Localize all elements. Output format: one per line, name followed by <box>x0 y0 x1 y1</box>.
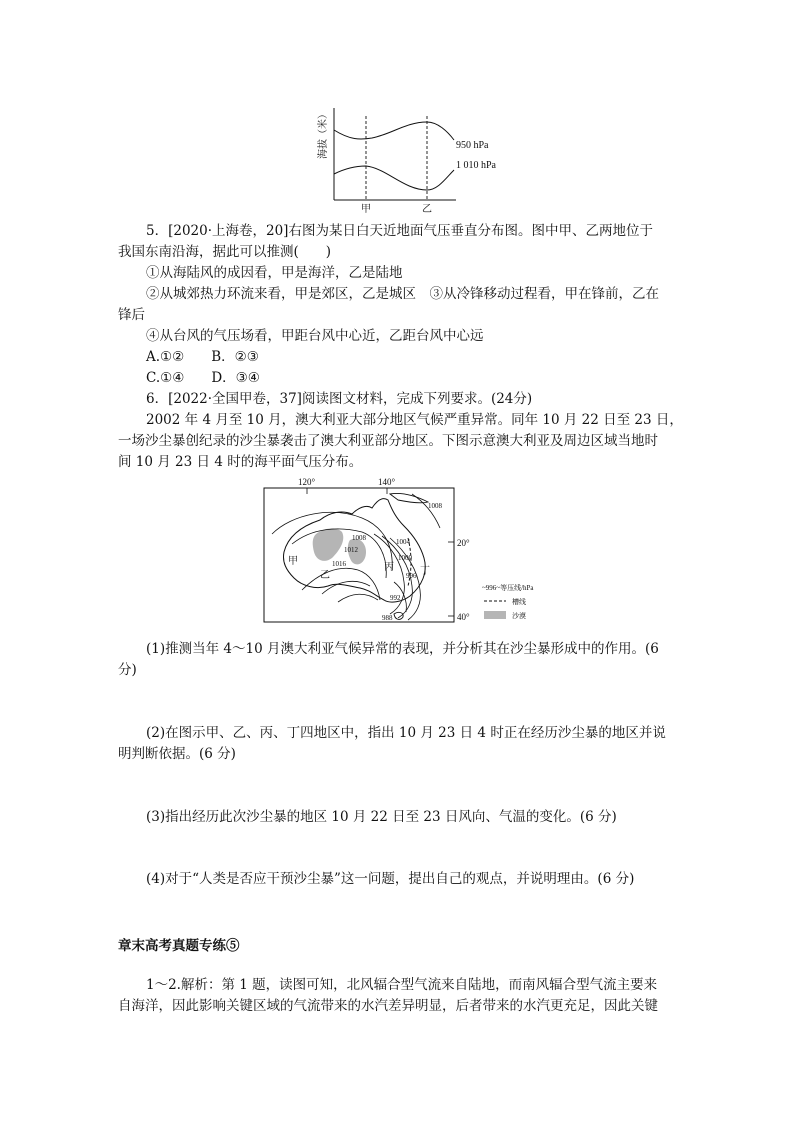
q5-option-2-3: ②从城郊热力环流来看，甲是郊区，乙是城区 ③从冷锋移动过程看，甲在锋前，乙在 <box>146 286 659 302</box>
q5-option-2-3-cont: 锋后 <box>118 307 145 323</box>
isobar-1008-ne <box>412 494 440 528</box>
isobar-950-curve <box>334 122 454 140</box>
pressure-profile-figure <box>316 104 516 216</box>
isobar-1008-label: 1008 <box>352 534 366 542</box>
legend-desert-label: 沙漠 <box>512 612 526 620</box>
place-bing-label: 丙 <box>384 562 394 573</box>
isobar-1008-ne-label: 1008 <box>428 502 442 510</box>
subq2-line2: 明判断依据。(6 分) <box>118 746 236 762</box>
place-jia-label: 甲 <box>288 556 298 567</box>
lon-120-label: 120° <box>298 477 316 487</box>
q6-para-line3: 间 10 月 23 日 4 时的海平面气压分布。 <box>118 454 363 470</box>
legend-trough-label: 槽线 <box>512 598 526 606</box>
q5-choices-cd: C.①④ D．③④ <box>146 370 260 386</box>
lat-20-label: 20° <box>457 538 470 548</box>
isobar-1012-label: 1012 <box>344 546 358 554</box>
desert-area-west <box>313 528 344 561</box>
isobar-1004-label: 1004 <box>396 538 410 546</box>
subq1-line1: (1)推测当年 4～10 月澳大利亚气候异常的表现，并分析其在沙尘暴形成中的作用。(6 <box>146 641 659 657</box>
q6-stem: 6．[2022·全国甲卷，37]阅读图文材料，完成下列要求。(24分) <box>146 391 533 407</box>
q6-para-line2: 一场沙尘暴创纪录的沙尘暴袭击了澳大利亚部分地区。下图示意澳大利亚及周边区域当地时 <box>118 433 658 449</box>
q6-para-line1: 2002 年 4 月至 10 月，澳大利亚大部分地区气候严重异常。同年 10 月 22 日至 23 日， <box>146 412 683 428</box>
isobar-1016-label: 1016 <box>332 560 346 568</box>
q5-choices-ab: A.①② B．②③ <box>146 349 259 365</box>
australia-pressure-map <box>262 474 562 626</box>
subq4: (4)对于“人类是否应干预沙尘暴”这一问题，提出自己的观点，并说明理由。(6 分) <box>146 871 635 887</box>
point-yi-label: 乙 <box>422 204 432 215</box>
y-axis-label: 海拔（米） <box>318 109 329 159</box>
answer-section-title: 章末高考真题专练⑤ <box>118 938 240 954</box>
q5-stem-line2: 我国东南沿海，据此可以推测( ) <box>118 244 332 260</box>
lat-40-label: 40° <box>457 612 470 622</box>
isobar-top-label: 950 hPa <box>456 140 489 151</box>
isobar-1000-label: 1000 <box>398 554 412 562</box>
subq3: (3)指出经历此次沙尘暴的地区 10 月 22 日至 23 日风向、气温的变化。(6 分) <box>146 809 617 825</box>
isobar-bottom-label: 1 010 hPa <box>456 160 496 171</box>
isobar-988-label: 988 <box>382 614 393 622</box>
isobar-1010-curve <box>334 166 454 190</box>
q5-option-1: ①从海陆风的成因看，甲是海洋，乙是陆地 <box>146 265 403 281</box>
legend-desert-swatch <box>484 611 506 619</box>
legend-isobar: ~996~等压线/hPa <box>482 584 534 592</box>
subq2-line1: (2)在图示甲、乙、丙、丁四地区中，指出 10 月 23 日 4 时正在经历沙尘暴的地区并说 <box>146 725 666 741</box>
new-guinea-coastline <box>390 493 428 502</box>
isobar-992-label: 992 <box>390 594 401 602</box>
answer-line1: 1～2.解析：第 1 题，读图可知，北风辐合型气流来自陆地，而南风辐合型气流主要来 <box>146 977 658 993</box>
isobar-inner-2 <box>338 594 378 602</box>
q5-stem-line1: 5．[2020·上海卷，20]右图为某日白天近地面气压垂直分布图。图中甲、乙两地位于 <box>146 223 653 239</box>
place-yi-label: 乙 <box>320 570 330 581</box>
point-jia-label: 甲 <box>361 204 371 215</box>
q5-option-4: ④从台风的气压场看，甲距台风中心近，乙距台风中心远 <box>146 328 484 344</box>
subq1-line2: 分) <box>118 662 137 678</box>
place-ding-label: 丁 <box>420 566 430 577</box>
isobar-996-label: 996 <box>406 572 417 580</box>
answer-line2: 自海洋，因此影响关键区域的气流带来的水汽差异明显，后者带来的水汽更充足，因此关键 <box>118 998 658 1014</box>
isobar-inner-1 <box>322 581 370 594</box>
lon-140-label: 140° <box>378 477 396 487</box>
